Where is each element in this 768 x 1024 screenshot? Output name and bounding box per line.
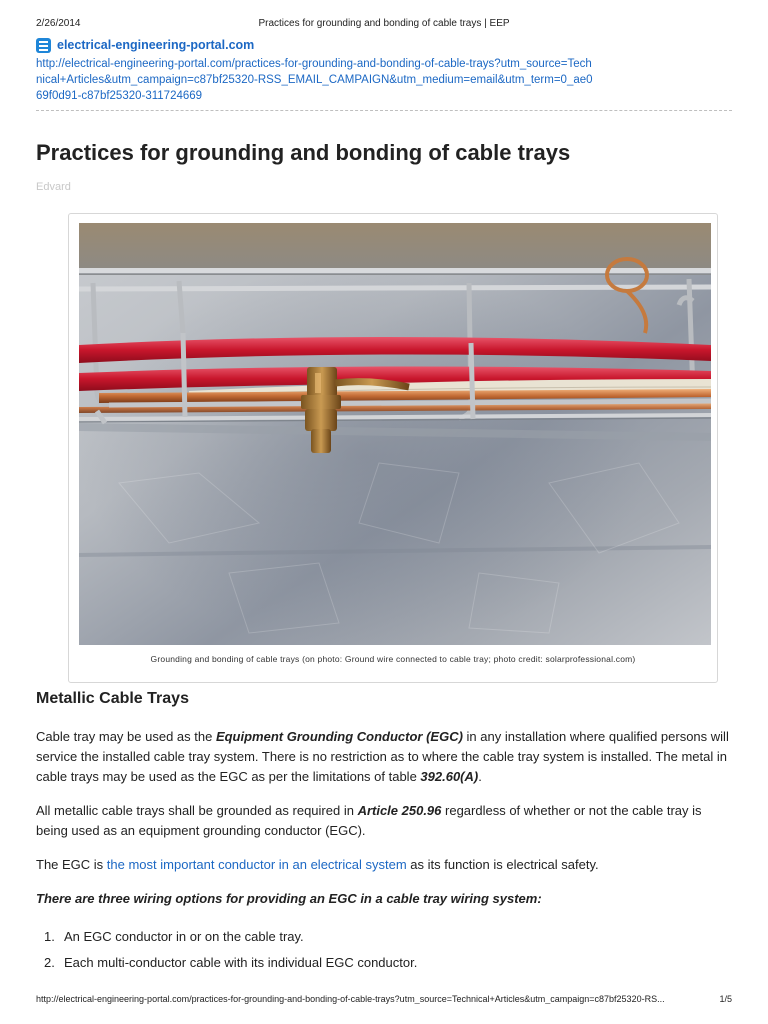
- term-table-reference: 392.60(A): [420, 769, 479, 784]
- divider: [36, 110, 732, 111]
- paragraph-text: .: [478, 769, 482, 784]
- figure-caption: Grounding and bonding of cable trays (on photo: Ground wire connected to cable tray; photo credit: solarprofessional.com): [150, 654, 636, 664]
- paragraph-grounding-requirement: [36, 801, 736, 841]
- print-footer: [36, 994, 732, 1008]
- print-date: 2/26/2014: [36, 18, 81, 29]
- wiring-options-lead: There are three wiring options for providing an EGC in a cable tray wiring system:: [36, 891, 542, 906]
- wiring-options-list: [36, 924, 636, 976]
- author: Edvard: [36, 181, 71, 193]
- list-item-text: Each multi-conductor cable with its individual EGC conductor.: [64, 955, 418, 970]
- paragraph-text: All metallic cable trays shall be grounded as required in: [36, 803, 358, 818]
- paragraph-egc: [36, 727, 736, 787]
- footer-url: http://electrical-engineering-portal.com/practices-for-grounding-and-bonding-of-cable-trays?utm_source=Technical+Articles&utm_campaign=c87bf25320-RS...: [36, 994, 665, 1004]
- cable-tray-photo: [79, 223, 711, 645]
- page-number: 1/5: [719, 994, 732, 1004]
- list-number: 1.: [44, 929, 55, 944]
- important-conductor-link[interactable]: the most important conductor in an electrical system: [106, 857, 407, 872]
- list-icon: [36, 38, 51, 53]
- term-article-reference: Article 250.96: [357, 803, 442, 818]
- print-title: Practices for grounding and bonding of cable trays | EEP: [258, 18, 510, 29]
- page-title: Practices for grounding and bonding of cable trays: [36, 140, 571, 165]
- print-header: [36, 18, 732, 32]
- paragraph-text: as its function is electrical safety.: [406, 857, 599, 872]
- paragraph-text: regardless of whether or not the cable tray is being used as an equipment grounding conductor (EGC).: [36, 803, 702, 838]
- section-heading: Metallic Cable Trays: [36, 690, 189, 707]
- article-figure: [68, 213, 718, 683]
- paragraph-text: in any installation where qualified persons will service the installed cable tray system. There is no restriction as to where the cable tray system is installed. The metal in cable trays may be used as the EGC as per the limitations of table: [36, 729, 729, 784]
- paragraph-text: Cable tray may be used as the: [36, 729, 216, 744]
- paragraph-egc-importance: [36, 855, 736, 875]
- site-name-link[interactable]: electrical-engineering-portal.com: [57, 38, 255, 52]
- source-url-link[interactable]: http://electrical-engineering-portal.com/practices-for-grounding-and-bonding-of-cable-trays?utm_source=Technical+Articles&utm_campaign=c87bf25320-RSS_EMAIL_CAMPAIGN&utm_medium=email&utm_term=0_ae069f0d91-c87bf25320-311724669: [36, 58, 593, 102]
- list-number: 2.: [44, 955, 55, 970]
- term-egc: Equipment Grounding Conductor (EGC): [215, 729, 463, 744]
- list-item: [36, 950, 636, 976]
- list-item: [36, 924, 636, 950]
- list-item-text: An EGC conductor in or on the cable tray.: [64, 929, 304, 944]
- paragraph-text: The EGC is: [36, 857, 107, 872]
